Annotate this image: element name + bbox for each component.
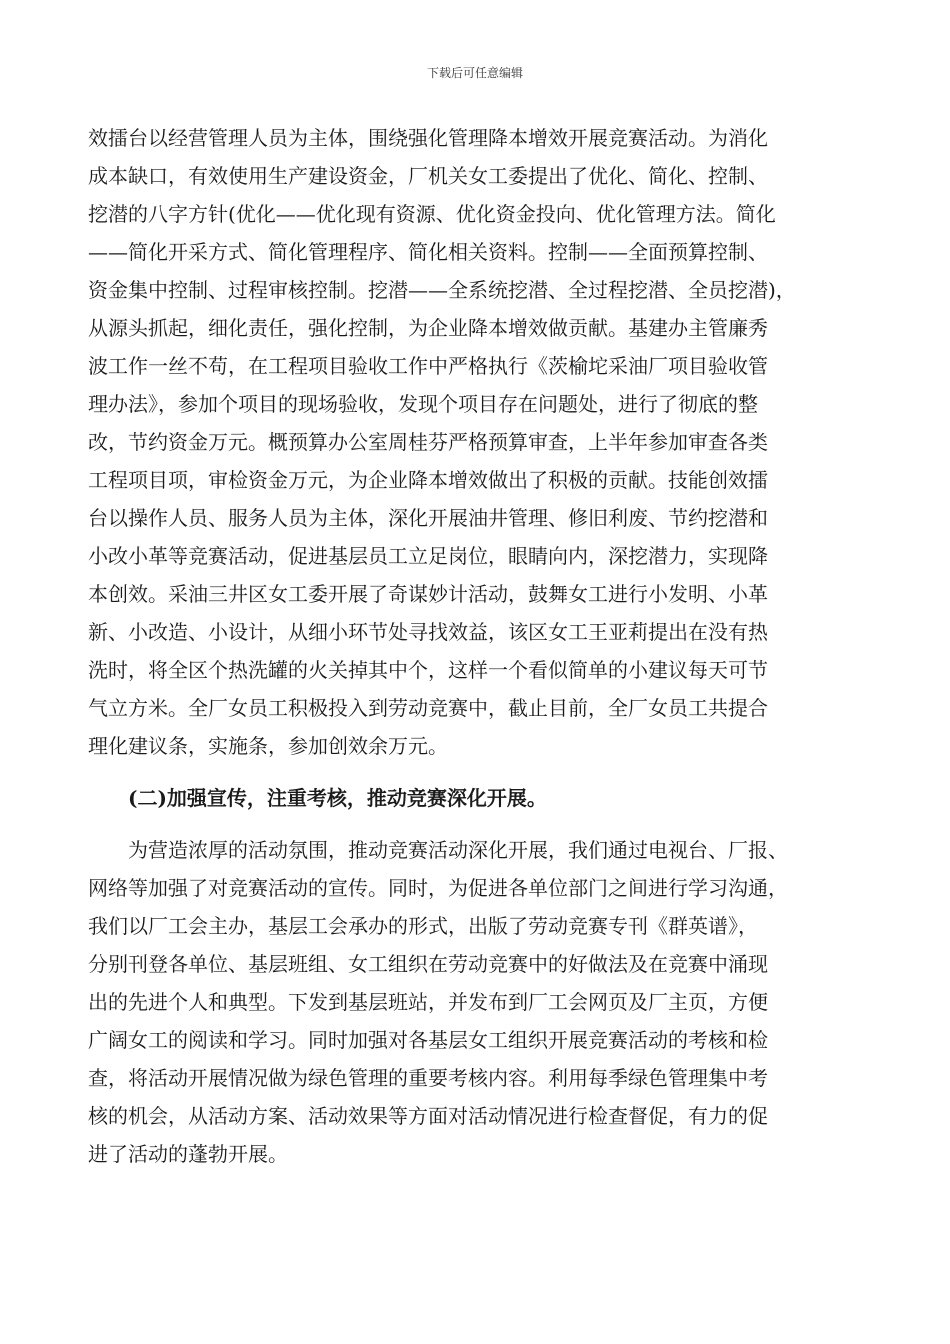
page-header: 下载后可任意编辑 <box>426 66 523 80</box>
paragraph-line: 查，将活动开展情况做为绿色管理的重要考核内容。利用每季绿色管理集中考 <box>88 1066 768 1090</box>
paragraph-line: 成本缺口，有效使用生产建设资金，厂机关女工委提出了优化、简化、控制、 <box>88 164 768 188</box>
paragraph-line: 气立方米。全厂女员工积极投入到劳动竞赛中，截止目前，全厂女员工共提合 <box>88 696 768 720</box>
paragraph-line: 效擂台以经营管理人员为主体，围绕强化管理降本增效开展竞赛活动。为消化 <box>88 126 768 150</box>
paragraph-line: 资金集中控制、过程审核控制。挖潜——全系统挖潜、全过程挖潜、全员挖潜)， <box>88 278 796 302</box>
paragraph-line: 新、小改造、小设计，从细小环节处寻找效益，该区女工王亚莉提出在没有热 <box>88 620 768 644</box>
paragraph-line: 理化建议条，实施条，参加创效余万元。 <box>88 734 448 758</box>
paragraph-line: 广阔女工的阅读和学习。同时加强对各基层女工组织开展竞赛活动的考核和检 <box>88 1028 768 1052</box>
paragraph-line: 小改小革等竞赛活动，促进基层员工立足岗位，眼睛向内，深挖潜力，实现降 <box>88 544 768 568</box>
paragraph-line: 台以操作人员、服务人员为主体，深化开展油井管理、修旧利废、节约挖潜和 <box>88 506 768 530</box>
paragraph-line: 工程项目项，审检资金万元，为企业降本增效做出了积极的贡献。技能创效擂 <box>88 468 768 492</box>
section-heading-text: (二)加强宣传，注重考核，推动竞赛深化开展。 <box>128 786 547 810</box>
paragraph-line: 本创效。采油三井区女工委开展了奇谋妙计活动，鼓舞女工进行小发明、小革 <box>88 582 768 606</box>
paragraph-line: 挖潜的八字方针(优化——优化现有资源、优化资金投向、优化管理方法。简化 <box>88 202 776 226</box>
paragraph-line: 波工作一丝不苟，在工程项目验收工作中严格执行《茨榆坨采油厂项目验收管 <box>88 354 768 378</box>
paragraph-line: 从源头抓起，细化责任，强化控制，为企业降本增效做贡献。基建办主管廉秀 <box>88 316 768 340</box>
section-heading <box>88 779 878 817</box>
paragraph-line: 进了活动的蓬勃开展。 <box>88 1142 288 1166</box>
paragraph-2 <box>88 831 878 1173</box>
paragraph-line: 我们以厂工会主办，基层工会承办的形式，出版了劳动竞赛专刊《群英谱》， <box>88 914 758 938</box>
paragraph-line: 洗时，将全区个热洗罐的火关掉其中个，这样一个看似简单的小建议每天可节 <box>88 658 768 682</box>
paragraph-line: 改，节约资金万元。概预算办公室周桂芬严格预算审查，上半年参加审查各类 <box>88 430 768 454</box>
paragraph-line: 出的先进个人和典型。下发到基层班站，并发布到厂工会网页及厂主页，方便 <box>88 990 768 1014</box>
paragraph-line: 理办法》，参加个项目的现场验收，发现个项目存在问题处，进行了彻底的整 <box>88 392 758 416</box>
paragraph-line: ——简化开采方式、简化管理程序、简化相关资料。控制——全面预算控制、 <box>88 240 768 264</box>
paragraph-1 <box>88 119 878 765</box>
paragraph-line: 核的机会，从活动方案、活动效果等方面对活动情况进行检查督促，有力的促 <box>88 1104 768 1128</box>
paragraph-line: 网络等加强了对竞赛活动的宣传。同时，为促进各单位部门之间进行学习沟通， <box>88 876 788 900</box>
paragraph-line: 为营造浓厚的活动氛围，推动竞赛活动深化开展，我们通过电视台、厂报、 <box>128 838 788 862</box>
paragraph-line: 分别刊登各单位、基层班组、女工组织在劳动竞赛中的好做法及在竞赛中涌现 <box>88 952 768 976</box>
